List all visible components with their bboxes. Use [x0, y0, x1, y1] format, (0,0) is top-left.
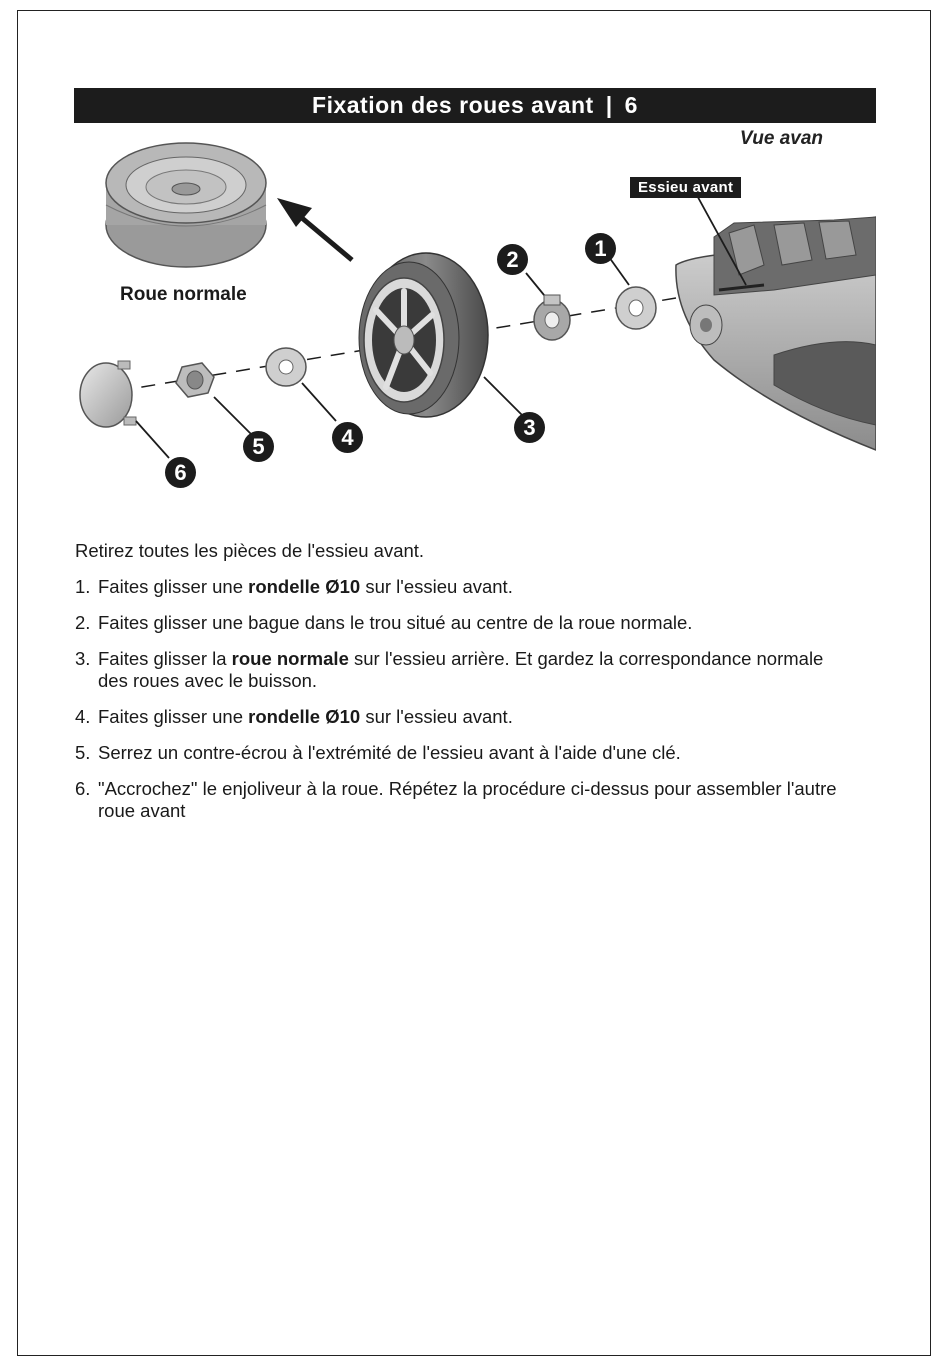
view-label: Vue avan [739, 128, 823, 149]
badge-4: 4 [332, 422, 363, 453]
badge-1: 1 [585, 233, 616, 264]
step-3 [75, 648, 855, 692]
step-number: 6. [75, 778, 91, 799]
instructions [75, 540, 855, 836]
step-text: sur l'essieu arrière. Et gardez la correspondance normale des roues avec le buisson. [98, 648, 824, 691]
step-number: 1. [75, 576, 91, 597]
step-text: Faites glisser une [98, 576, 249, 597]
step-number: 3. [75, 648, 91, 669]
front-wheel-illustration [359, 253, 488, 417]
step-text: Faites glisser la [98, 648, 232, 669]
normal-wheel-illustration [106, 143, 266, 267]
page-number: 6 [624, 92, 638, 118]
step-4 [75, 706, 855, 728]
arrow-icon [277, 198, 352, 260]
step-number: 2. [75, 612, 91, 633]
step-text: sur l'essieu avant. [360, 576, 513, 597]
assembly-diagram [74, 125, 876, 505]
axle-tag: Essieu avant [630, 177, 741, 198]
badge-3: 3 [514, 412, 545, 443]
wheel-label: Roue normale [120, 284, 247, 305]
step-number: 5. [75, 742, 91, 763]
step-6 [75, 778, 855, 822]
instructions-intro: Retirez toutes les pièces de l'essieu avant. [75, 540, 425, 561]
badge-6: 6 [165, 457, 196, 488]
title-separator: | [605, 92, 613, 118]
step-text: Serrez un contre-écrou à l'extrémité de l'essieu avant à l'aide d'une clé. [98, 742, 681, 763]
step-1 [75, 576, 855, 598]
step-2 [75, 612, 855, 634]
page-title-bar [74, 88, 876, 123]
washer-front-illustration [266, 348, 306, 386]
hub-cap-illustration [80, 361, 136, 427]
car-body-illustration [676, 217, 876, 450]
step-text: Faites glisser une bague dans le trou situé au centre de la roue normale. [98, 612, 693, 633]
step-5 [75, 742, 855, 764]
badge-5: 5 [243, 431, 274, 462]
lock-nut-illustration [176, 363, 214, 397]
badge-2: 2 [497, 244, 528, 275]
page-title: Fixation des roues avant [312, 92, 594, 118]
step-bold-text: rondelle Ø10 [248, 706, 361, 727]
washer-rear-illustration [616, 287, 656, 329]
bushing-illustration [534, 295, 570, 340]
step-text: "Accrochez" le enjoliveur à la roue. Répétez la procédure ci-dessus pour assembler l'autre roue avant [98, 778, 837, 821]
step-number: 4. [75, 706, 91, 727]
step-bold-text: roue normale [231, 648, 349, 669]
step-text: Faites glisser une [98, 706, 249, 727]
step-text: sur l'essieu avant. [360, 706, 513, 727]
step-bold-text: rondelle Ø10 [248, 576, 361, 597]
